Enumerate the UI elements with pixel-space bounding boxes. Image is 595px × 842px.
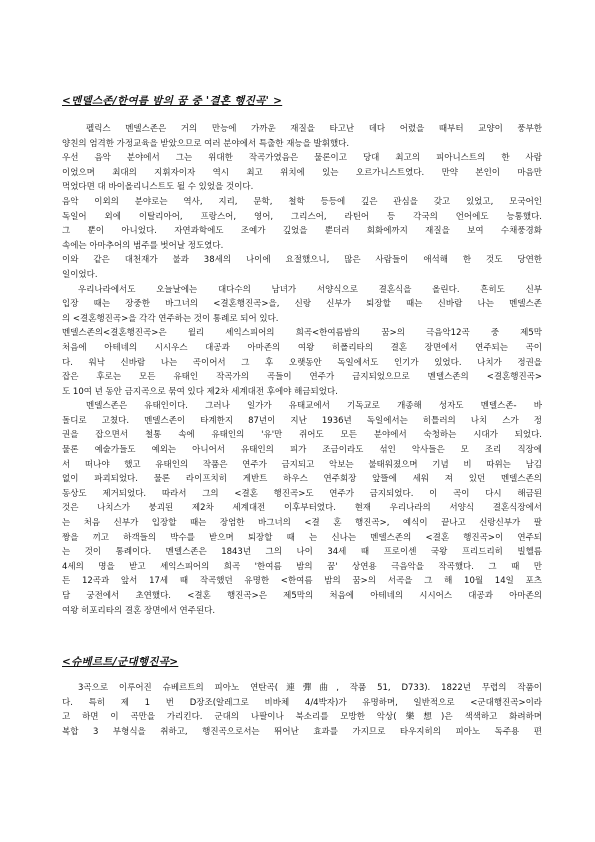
text-line: 물론 예술가들도 예외는 아니어서 유태인의 피가 조금이라도 섞인 악사들은 모 조리 직장에 <box>62 445 542 456</box>
text-line: 일이었다. <box>62 269 98 280</box>
text-line: 잡은 후로는 모든 유태인 작곡가의 곡들이 연주가 금지되었으므로 멘델스존의 <결혼행진곡> <box>62 372 542 383</box>
text-line: 우리나라에서도 오늘날에는 대다수의 남녀가 서양식으로 결혼식을 올린다. 흔히도 신부 <box>78 284 542 295</box>
section-heading-schubert: <슈베르트/군대행진곡> <box>62 656 179 668</box>
text-line: 담 궁전에서 초연했다. <결혼 행진곡>은 제5막의 처음에 아테네의 시시어스 대공과 아마존의 <box>62 591 542 601</box>
text-line: 는 처음 신부가 입장할 때는 장엄한 바그너의 <결 혼 행진곡>, 예식이 끝나고 신랑신부가 팔 <box>62 518 542 529</box>
mendelssohn-body <box>62 122 542 618</box>
text-line: 음악 이외의 분야로는 역사, 지리, 문학, 철학 등등에 깊은 관심을 갖고 있었고, 모국어인 <box>62 196 542 207</box>
text-line: 3곡으로 이루어진 슈베르트의 피아노 연탄곡(連彈曲, 작품 51, D733). 1822년 무렵의 작품이 <box>78 683 542 693</box>
text-line: 멘델스존은 유태인이다. 그러나 일가가 유태교에서 기독교로 개종해 성자도 멘델스존- 바 <box>86 401 542 412</box>
text-line: 멘델스존의<결혼행진곡>은 윌리 셰익스피어의 희곡<한여름밤의 꿈>의 극음악12곡 중 제5막 <box>62 328 542 339</box>
text-line: 속에는 아마추어의 범주를 벗어날 정도였다. <box>62 240 224 251</box>
text-line: 그 뿐이 아니었다. 자연과학에도 조예가 깊었을 뿐더러 회화에까지 재질을 보여 수채풍경화 <box>62 226 542 237</box>
text-line: 입장 때는 장중한 바그너의 <결혼행진곡>을, 신랑 신부가 퇴장할 때는 신바람 나는 멘델스존 <box>62 299 542 310</box>
text-line: 권을 잡으면서 철통 속에 유태인의 '유'만 쥐어도 모든 분야에서 숙청하는 시대가 되었다. <box>62 430 542 441</box>
text-line: 이와 같은 대천재가 불과 38세의 나이에 요절했으니, 많은 사람들이 애석해 한 것도 당연한 <box>62 255 542 266</box>
text-line: 처음에 아테네의 시시우스 대공과 아마존의 여왕 히폴리타의 결혼 장면에서 연주되는 곡이 <box>62 342 542 353</box>
text-line: 독일어 외에 이탈리아어, 프랑스어, 영어, 그리스어, 라틴어 등 각국의 언어에도 능통했다. <box>62 211 542 222</box>
text-line: 펠릭스 멘델스존은 거의 만능에 가까운 재질을 타고난 데다 어렸을 때부터 교양이 풍부한 <box>86 124 542 134</box>
text-line: 복합 3 부형식을 취하고, 행진곡으로서는 뛰어난 효과를 가지므로 타우지히의 피아노 독주용 편 <box>62 726 542 737</box>
section-heading-mendelssohn: <멘델스존/한여름 밤의 꿈 중 '결혼 행진곡' > <box>62 95 283 107</box>
text-line: 없이 파괴되었다. 물론 라이프치히 게반트 하우스 연주회장 앞뜰에 세워 져 있던 멘델스존의 <box>62 474 542 485</box>
text-line: 서 떠나야 했고 유태인의 작품은 연주가 금지되고 악보는 불태워졌으며 기념 비 따위는 남김 <box>62 459 542 470</box>
text-line: 다. 특히 제 1 번 D장조(알레그로 비바체 4/4박자)가 유명하며, 일반적으로 <군대행진곡>이라 <box>62 697 542 708</box>
text-line: 것은 나치스가 붕괴된 제2차 세계대전 이후부터였다. 현재 우리나라의 서양식 결혼식장에서 <box>62 503 542 514</box>
text-line: 고 하면 이 곡만을 가리킨다. 군대의 나팔이나 북소리를 모방한 악상(樂想)은 색색하고 화려하며 <box>62 712 542 723</box>
text-line: 는 것이 통례이다. 멘델스존은 1843년 그의 나이 34세 때 프로이센 국왕 프리드리히 빌헬름 <box>62 547 542 558</box>
text-line: 먹었다면 대 바이올리니스트도 될 수 있었을 것이다. <box>62 182 254 193</box>
schubert-body <box>62 681 542 739</box>
text-line: 4세의 명을 받고 셰익스피어의 희곡 '한여름 밤의 꿈' 상연용 극음악을 작곡했다. 그 때 만 <box>62 561 542 572</box>
text-line: 양친의 엄격한 가정교육을 받았으므로 여러 분야에서 특출한 재능을 발휘했다. <box>62 138 350 149</box>
text-line: 돌디로 고쳤다. 멘델스존이 타계한지 87년이 지난 1936년 독일에서는 히틀러의 나치 스가 정 <box>62 415 542 426</box>
text-line: 의 <결혼행진곡>을 각각 연주하는 것이 통례로 되어 있다. <box>62 313 279 324</box>
text-line: 다. 워낙 신바람 나는 곡이어서 그 후 오랫동안 독일에서도 인기가 있었다. 나치가 정권을 <box>62 357 542 368</box>
text-line: 동상도 제거되었다. 따라서 그의 <결혼 행진곡>도 연주가 금지되었다. 이 곡이 다시 해금된 <box>62 488 542 499</box>
text-line: 여왕 히포리타의 결혼 장면에서 연주된다. <box>62 605 216 616</box>
text-line: 짱을 끼고 하객들의 박수를 받으며 퇴장할 때 는 신나는 멘델스존의 <결혼 행진곡>이 연주되 <box>62 532 542 543</box>
text-line: 우선 음악 분야에서 그는 위대한 작곡가였음은 물론이고 당대 최고의 피아니스트의 한 사람 <box>62 153 542 164</box>
text-line: 이었으며 최대의 지휘자이자 역시 최고 위치에 있는 오르가니스트였다. 만약 본인이 마음만 <box>62 167 542 178</box>
text-line: 도 10여 년 동안 금지곡으로 묶여 있다 제2차 세계대전 후에야 해금되었다. <box>62 386 338 397</box>
text-line: 든 12곡과 앞서 17세 때 작곡했던 유명한 <한여름 밤의 꿈>의 서곡을 그 해 10월 14일 포츠 <box>62 576 542 587</box>
